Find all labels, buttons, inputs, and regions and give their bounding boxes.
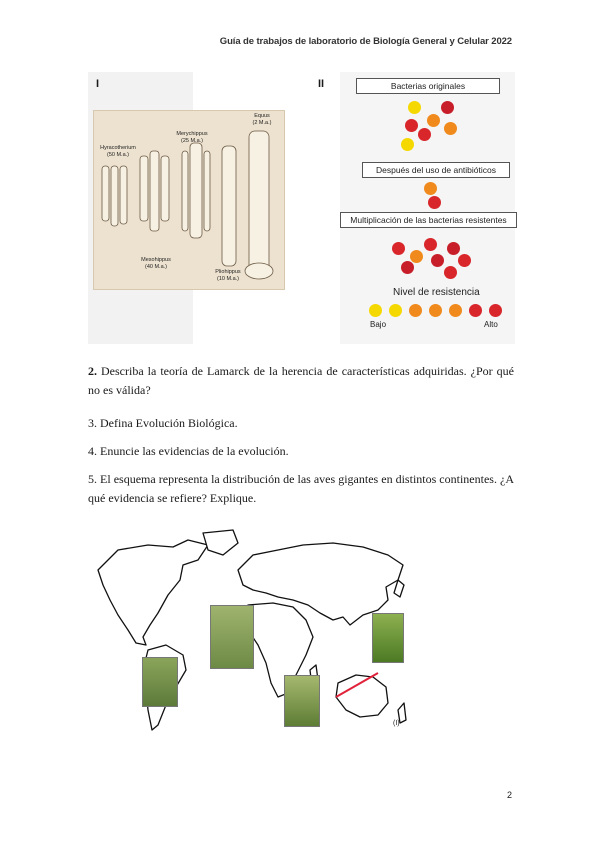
question-2 [88,362,514,400]
bacterium [424,238,437,251]
figure-i-label: I [96,78,100,90]
cassowary-photo [372,613,404,663]
resistance-scale-dot [449,304,462,317]
resistance-scale-dot [409,304,422,317]
ostrich-photo [210,605,254,669]
bacterium [444,122,457,135]
resistance-title: Nivel de resistencia [393,287,480,298]
question-3: 3. Defina Evolución Biológica. [88,416,238,430]
resistance-high-label: Alto [484,320,498,329]
bacterium [441,101,454,114]
bacterium [408,101,421,114]
page-header: Guía de trabajos de laboratorio de Biología General y Celular 2022 [219,36,512,47]
equus-label: Equus [254,113,270,119]
bacterium [444,266,457,279]
bacterium [428,196,441,209]
bacterium [431,254,444,267]
figure-ii-panel [340,72,515,344]
equus-age: (2 M.a.) [252,119,272,126]
resistance-scale-dot [469,304,482,317]
resistance-low-label: Bajo [370,320,387,329]
merychippus-label: Merychippus [176,131,208,137]
bacterium [410,250,423,263]
resistance-scale-dot [429,304,442,317]
question-5: 5. El esquema representa la distribución de las aves gigantes en distintos continentes. ¿A qué evidencia se refiere? Explique. [88,472,514,505]
question-4: 4. Enuncie las evidencias de la evolución. [88,444,289,458]
merychippus-age: (25 M.a.) [180,137,203,144]
page-number: 2 [506,790,512,800]
world-map [88,525,428,740]
figure-ii-label: II [318,78,325,90]
bacterium [424,182,437,195]
bacterium [405,119,418,132]
resistance-scale-dot [369,304,382,317]
bacterium [418,128,431,141]
pliohippus-label: Pliohippus [215,269,241,275]
bacterium [401,138,414,151]
bacterium [427,114,440,127]
hyracotherium-age: (50 M.a.) [106,151,129,158]
bacterium [401,261,414,274]
bacterium [447,242,460,255]
bacterium [392,242,405,255]
resistance-scale-dot [389,304,402,317]
mesohippus-label: Mesohippus [141,257,171,263]
mesohippus-age: (40 M.a.) [144,263,167,270]
original-bacteria-box: Bacterias originales [356,78,500,94]
hyracotherium-label: Hyracotherium [100,145,136,151]
rhea-photo [142,657,178,707]
horse-evolution-image [93,110,285,290]
bacterium [458,254,471,267]
emu-photo [284,675,320,727]
resistant-multiplication-box: Multiplicación de las bacterias resistentes [340,212,517,228]
question-2-number: 2. [88,364,97,378]
after-antibiotics-box: Después del uso de antibióticos [362,162,510,178]
pliohippus-age: (10 M.a.) [216,275,239,282]
resistance-scale-dot [489,304,502,317]
question-2-text: Describa la teoría de Lamarck de la herencia de características adquiridas. ¿Por qué no es válida? [88,364,514,397]
map-marker: (I) [393,720,400,727]
